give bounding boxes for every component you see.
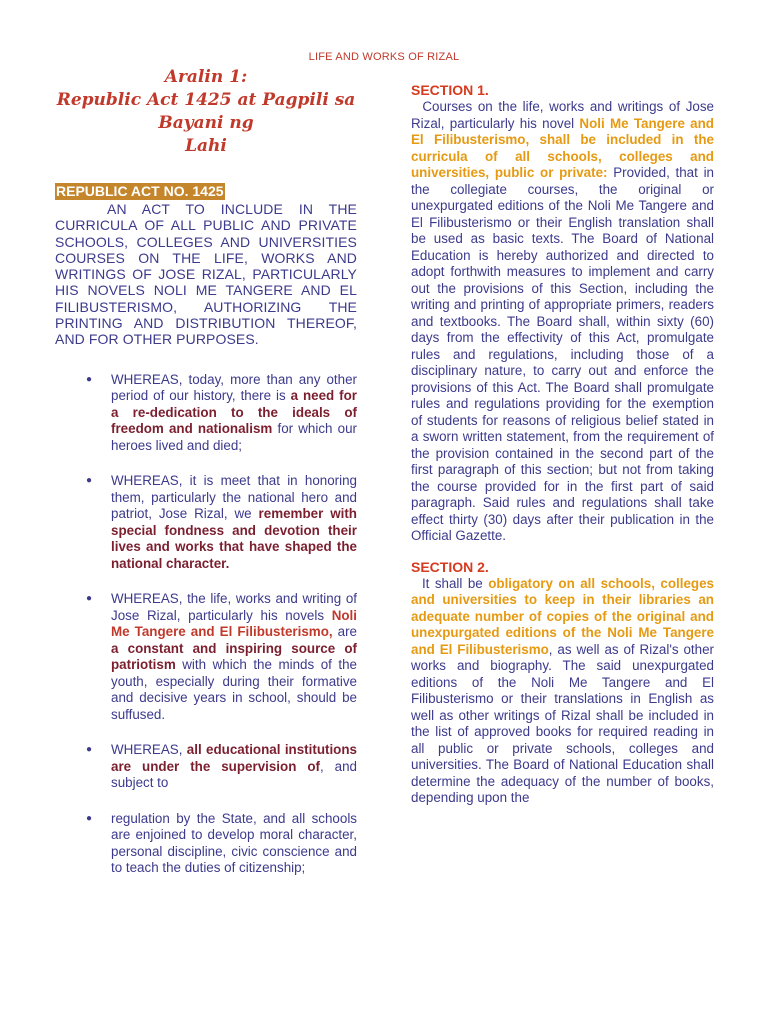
novel-titles: Noli Me Tangere and El Filibusterismo, bbox=[111, 607, 357, 640]
whereas-text: WHEREAS, it is meet that in honoring them, particularly the national hero and patriot, Jose Rizal, we bbox=[111, 473, 357, 522]
republic-act-text bbox=[55, 201, 357, 348]
whereas-highlight: a constant and inspiring source of patriotism bbox=[111, 640, 357, 673]
whereas-text: are bbox=[332, 624, 357, 640]
section-1-text: Courses on the life, works and writings of Jose Rizal, particularly his novel bbox=[411, 99, 714, 131]
bullet-icon: ● bbox=[86, 373, 93, 385]
bullet-icon: ● bbox=[86, 744, 93, 756]
republic-act-label: REPUBLIC ACT NO. 1425 bbox=[56, 183, 224, 199]
lesson-title-line1: Aralin 1: bbox=[164, 67, 248, 87]
whereas-list bbox=[55, 372, 357, 877]
section-2 bbox=[411, 559, 714, 807]
republic-act-body: AN ACT TO INCLUDE IN THE CURRICULA OF ALL PUBLIC AND PRIVATE SCHOOLS, COLLEGES AND UNIVERSITIES COURSES ON THE LIFE, WORKS AND WRITINGS OF JOSE RIZAL, PARTICULARLY HIS NOVELS NOLI ME TANGERE AND EL FILIBUSTERISMO, AUTHORIZING THE PRINTING AND DISTRIBUTION THEREOF, AND FOR OTHER PURPOSES. bbox=[55, 201, 357, 348]
whereas-item bbox=[55, 742, 357, 792]
whereas-highlight: all educational institutions are under the supervision of bbox=[111, 742, 357, 774]
whereas-text: regulation by the State, and all schools are enjoined to develop moral character, personal discipline, civic conscience and to teach the duties of citizenship; bbox=[111, 810, 357, 876]
section-2-highlight: obligatory on all schools, colleges and universities to keep in their libraries an adequate number of copies of the original and unexpurgated editions of the Noli Me Tangere and El Filibusterismo bbox=[411, 575, 714, 657]
section-2-body bbox=[411, 576, 714, 807]
whereas-item bbox=[55, 473, 357, 572]
whereas-text: with which the minds of the youth, especially during their formative and decisive years in school, should be suffused. bbox=[111, 657, 357, 722]
section-2-text: , as well as of Rizal's other works and biography. The said unexpurgated editions of the Noli Me Tangere and El Filibusterismo or their translations in English as well as other writings of Rizal shall be included in the list of approved books for required reading in all public or private schools, colleges and universities. The Board of National Education shall determine the adequacy of the number of books, depending upon the bbox=[411, 641, 714, 805]
republic-act-block bbox=[55, 183, 357, 348]
whereas-text: WHEREAS, bbox=[111, 742, 187, 758]
bullet-icon: ● bbox=[86, 593, 93, 605]
bullet-icon: ● bbox=[86, 475, 93, 487]
whereas-item bbox=[55, 591, 357, 723]
lesson-title bbox=[55, 66, 357, 158]
section-1-highlight: Noli Me Tangere and El Filibusterismo, shall be included in the curricula of all schools, colleges and universities, public or private: bbox=[411, 115, 714, 180]
right-column bbox=[411, 82, 714, 807]
whereas-text: WHEREAS, today, more than any other period of our history, there is bbox=[111, 371, 357, 404]
section-1-text: Provided, that in the collegiate courses, the original or unexpurgated editions of the Noli Me Tangere and El Filibusterismo or their English translation shall be used as basic texts. The Board of National Education is hereby authorized and directed to adopt forthwith measures to implement and carry out the provisions of this Section, including the writing and printing of appropriate primers, readers and textbooks. The Board shall, within sixty (60) days from the effectivity of this Act, promulgate rules and regulations, including those of a disciplinary nature, to carry out and enforce the provisions of this Act. The Board shall promulgate rules and regulations providing for the exemption of students for reasons of religious belief stated in a sworn written statement, from the requirement of the provision contained in the second part of the first paragraph of this section; but not from taking the course provided for in the first part of said paragraph. Said rules and regulations shall take effect thirty (30) days after their publication in the Official Gazette. bbox=[411, 165, 714, 543]
bullet-icon: ● bbox=[86, 812, 93, 824]
whereas-text: for which our heroes lived and died; bbox=[111, 421, 357, 453]
section-2-heading: SECTION 2. bbox=[411, 558, 489, 575]
page-header: LIFE AND WORKS OF RIZAL bbox=[308, 51, 460, 63]
whereas-item bbox=[55, 811, 357, 877]
left-column bbox=[55, 66, 357, 896]
whereas-text: , and subject to bbox=[111, 758, 357, 791]
whereas-highlight: a need for a re-dedication to the ideals of freedom and nationalism bbox=[111, 388, 357, 437]
whereas-highlight: remember with special fondness and devotion their lives and works that have shaped the national character. bbox=[111, 506, 357, 571]
section-2-text: It shall be bbox=[421, 575, 489, 591]
section-1-heading: SECTION 1. bbox=[411, 82, 489, 98]
whereas-text: WHEREAS, the life, works and writing of Jose Rizal, particularly his novels bbox=[111, 591, 357, 623]
lesson-title-line3: Lahi bbox=[185, 136, 227, 156]
section-1 bbox=[411, 82, 714, 545]
lesson-title-line2: Republic Act 1425 at Pagpili sa Bayani ng bbox=[56, 90, 356, 133]
whereas-item bbox=[55, 372, 357, 455]
section-1-body bbox=[411, 99, 714, 545]
